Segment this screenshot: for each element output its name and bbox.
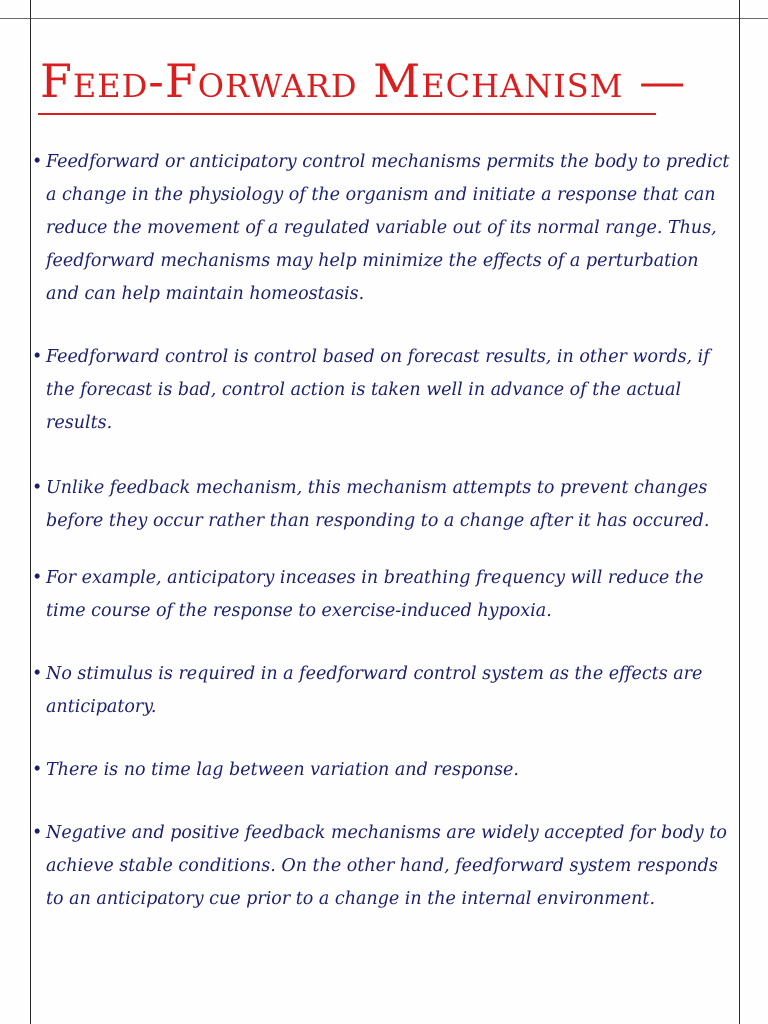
bullet-dot: •: [32, 760, 43, 780]
list-item: [30, 754, 734, 787]
list-item: [30, 146, 734, 311]
list-item: [30, 658, 734, 724]
bullet-dot: •: [32, 478, 43, 498]
bullet-dot: •: [32, 347, 43, 367]
top-rule-line: [0, 18, 768, 19]
bullet-list: [30, 146, 734, 916]
bullet-dot: •: [32, 152, 43, 172]
list-item-text: No stimulus is required in a feedforward control system as the effects are anticipatory.: [46, 664, 703, 717]
list-item-text: Negative and positive feedback mechanisms are widely accepted for body to achieve stable conditions. On the other hand, feedforward system responds to an anticipatory cue prior to a change in the internal environment.: [46, 823, 727, 909]
list-item: [30, 341, 734, 440]
title-underline: [38, 113, 656, 115]
page-title: Feed-Forward Mechanism —: [40, 54, 687, 108]
bullet-dot: •: [32, 664, 43, 684]
list-item-text: Feedforward or anticipatory control mechanisms permits the body to predict a change in the physiology of the organism and initiate a response that can reduce the movement of a regulated variable out of its normal range. Thus, feedforward mechanisms may help minimize the effects of a perturbation and can help maintain homeostasis.: [46, 152, 730, 304]
right-margin-line: [739, 0, 740, 1024]
list-item-text: Unlike feedback mechanism, this mechanism attempts to prevent changes before they occur rather than responding to a change after it has occured.: [46, 478, 710, 531]
list-item: [30, 472, 734, 538]
list-item-text: For example, anticipatory inceases in breathing frequency will reduce the time course of the response to exercise-induced hypoxia.: [46, 568, 704, 621]
list-item-text: Feedforward control is control based on forecast results, in other words, if the forecast is bad, control action is taken well in advance of the actual results.: [46, 347, 710, 433]
list-item: [30, 817, 734, 916]
bullet-dot: •: [32, 568, 43, 588]
bullet-dot: •: [32, 823, 43, 843]
list-item: [30, 562, 734, 628]
list-item-text: There is no time lag between variation and response.: [46, 760, 519, 780]
